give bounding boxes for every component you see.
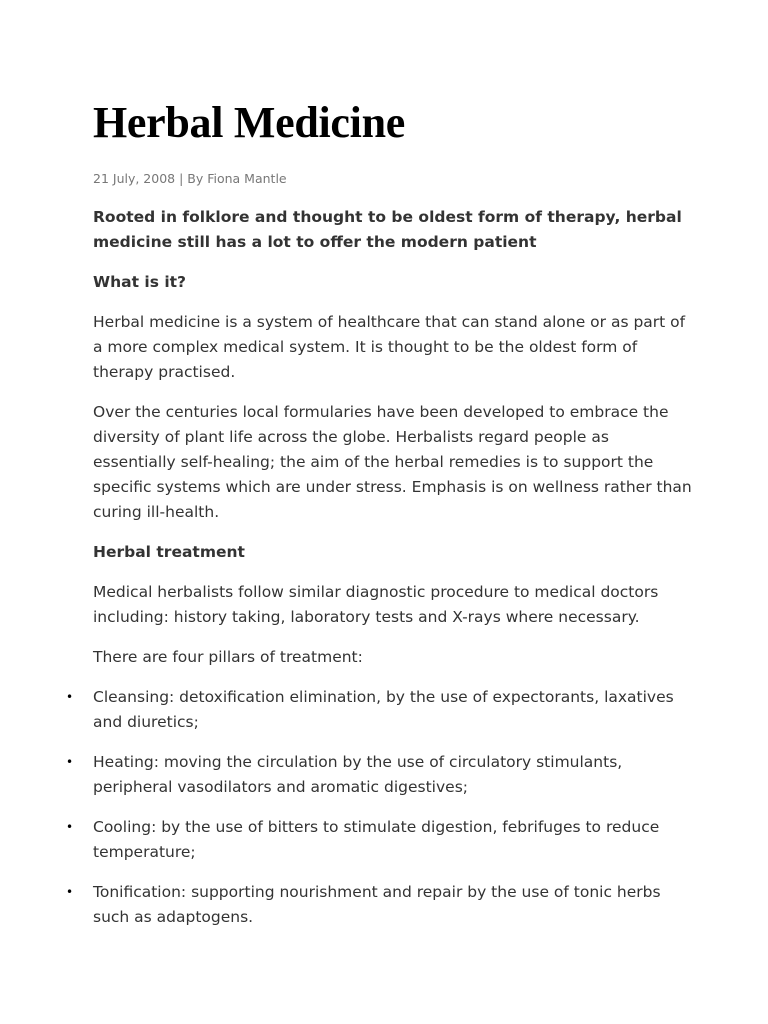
paragraph: There are four pillars of treatment: <box>93 648 363 666</box>
list-item-text: Cleansing: detoxification elimination, by the use of expectorants, laxatives and diuretics; <box>93 688 674 731</box>
list-item <box>66 880 693 930</box>
list-item-text: Cooling: by the use of bitters to stimulate digestion, febrifuges to reduce temperature; <box>93 818 660 861</box>
article <box>66 96 693 945</box>
pillars-list <box>66 685 693 930</box>
bullet-icon: • <box>66 755 74 769</box>
section-heading-herbal-treatment: Herbal treatment <box>93 543 245 561</box>
bullet-icon: • <box>66 820 74 834</box>
list-item <box>66 750 693 800</box>
paragraph: Medical herbalists follow similar diagnostic procedure to medical doctors including: history taking, laboratory tests and X-rays where necessary. <box>93 583 659 626</box>
article-title: Herbal Medicine <box>93 98 405 147</box>
article-byline: 21 July, 2008 | By Fiona Mantle <box>93 171 287 186</box>
list-item <box>66 685 693 735</box>
list-item-text: Heating: moving the circulation by the use of circulatory stimulants, peripheral vasodilators and aromatic digestives; <box>93 753 623 796</box>
list-item <box>66 815 693 865</box>
section-heading-what-is-it: What is it? <box>93 273 187 291</box>
list-item-text: Tonification: supporting nourishment and repair by the use of tonic herbs such as adaptogens. <box>93 883 661 926</box>
bullet-icon: • <box>66 885 74 899</box>
paragraph: Herbal medicine is a system of healthcare that can stand alone or as part of a more complex medical system. It is thought to be the oldest form of therapy practised. <box>93 313 686 381</box>
article-standfirst: Rooted in folklore and thought to be oldest form of therapy, herbal medicine still has a lot to offer the modern patient <box>93 208 682 251</box>
paragraph: Over the centuries local formularies have been developed to embrace the diversity of plant life across the globe. Herbalists regard people as essentially self-healing; the aim of the herbal remedies is to support the specific systems which are under stress. Emphasis is on wellness rather than curing ill-health. <box>93 403 692 521</box>
bullet-icon: • <box>66 690 74 704</box>
